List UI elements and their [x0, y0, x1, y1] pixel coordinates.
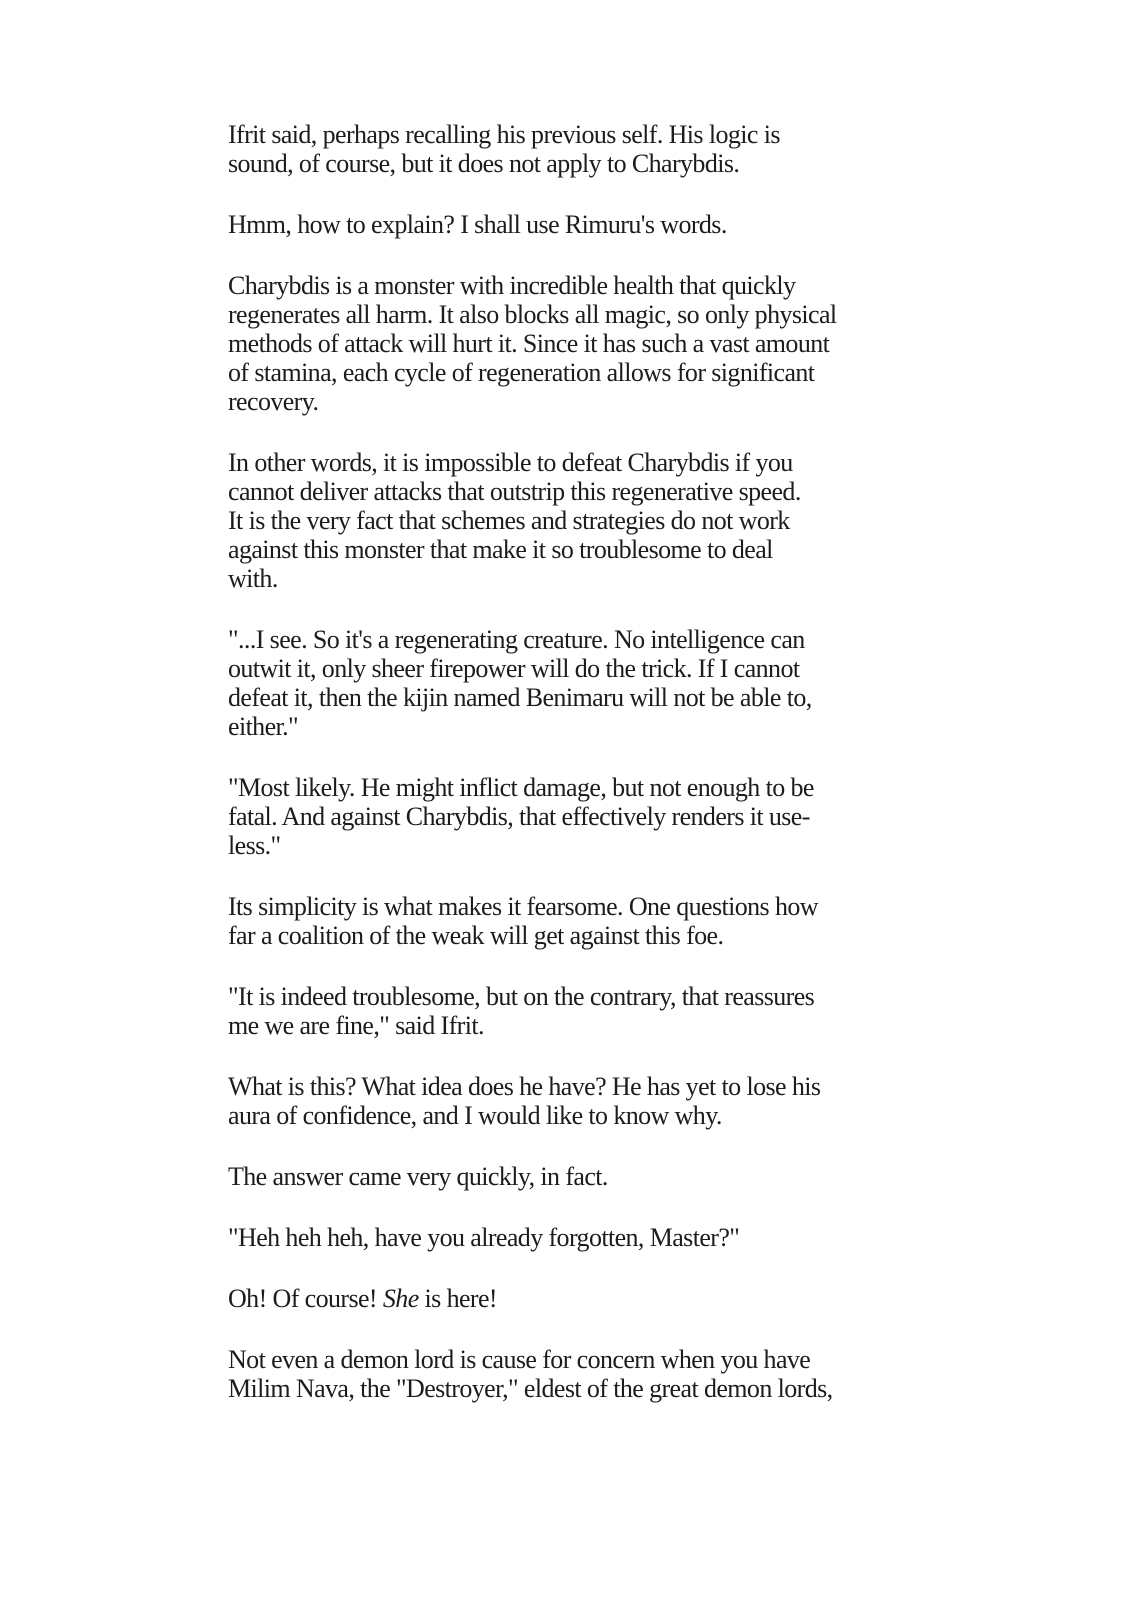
- text-segment: of stamina, each cycle of regeneration allows for significant: [228, 358, 815, 387]
- text-segment: against this monster that make it so troublesome to deal: [228, 535, 773, 564]
- text-line: [228, 1374, 908, 1403]
- text-segment: sound, of course, but it does not apply to Charybdis.: [228, 149, 740, 178]
- text-segment: "Heh heh heh, have you already forgotten, Master?": [228, 1223, 740, 1252]
- text-segment: "Most likely. He might inflict damage, but not enough to be: [228, 773, 814, 802]
- text-segment: outwit it, only sheer firepower will do the trick. If I cannot: [228, 654, 800, 683]
- text-segment: Oh! Of course!: [228, 1284, 383, 1313]
- text-line: [228, 831, 908, 860]
- text-line: [228, 683, 908, 712]
- italic-text-segment: She: [382, 1284, 419, 1313]
- text-segment: fatal. And against Charybdis, that effectively renders it use-: [228, 802, 810, 831]
- paragraph: [228, 625, 908, 741]
- text-segment: far a coalition of the weak will get against this foe.: [228, 921, 724, 950]
- text-line: [228, 982, 908, 1011]
- text-line: [228, 1162, 908, 1191]
- text-segment: It is the very fact that schemes and strategies do not work: [228, 506, 790, 535]
- paragraph: [228, 1345, 908, 1403]
- text-segment: defeat it, then the kijin named Benimaru will not be able to,: [228, 683, 812, 712]
- text-segment: Milim Nava, the "Destroyer," eldest of the great demon lords,: [228, 1374, 833, 1403]
- paragraph: [228, 982, 908, 1040]
- text-line: [228, 329, 908, 358]
- text-line: [228, 921, 908, 950]
- text-line: [228, 564, 908, 593]
- text-line: [228, 300, 908, 329]
- text-segment: either.": [228, 712, 299, 741]
- paragraph: [228, 1223, 908, 1252]
- paragraph: [228, 773, 908, 860]
- paragraph: [228, 1162, 908, 1191]
- page-text: [228, 120, 908, 1403]
- text-segment: "It is indeed troublesome, but on the contrary, that reassures: [228, 982, 815, 1011]
- text-line: [228, 802, 908, 831]
- paragraph: [228, 1284, 908, 1313]
- text-segment: Ifrit said, perhaps recalling his previous self. His logic is: [228, 120, 780, 149]
- text-segment: recovery.: [228, 387, 319, 416]
- text-segment: with.: [228, 564, 278, 593]
- text-line: [228, 271, 908, 300]
- text-segment: Not even a demon lord is cause for concern when you have: [228, 1345, 811, 1374]
- text-line: [228, 1345, 908, 1374]
- text-line: [228, 506, 908, 535]
- paragraph: [228, 1072, 908, 1130]
- text-line: [228, 892, 908, 921]
- text-segment: is here!: [418, 1284, 497, 1313]
- paragraph: [228, 120, 908, 178]
- text-segment: "...I see. So it's a regenerating creature. No intelligence can: [228, 625, 805, 654]
- text-line: [228, 1223, 908, 1252]
- text-line: [228, 773, 908, 802]
- text-segment: me we are fine," said Ifrit.: [228, 1011, 484, 1040]
- text-line: [228, 448, 908, 477]
- text-segment: What is this? What idea does he have? He has yet to lose his: [228, 1072, 821, 1101]
- text-line: [228, 477, 908, 506]
- text-segment: In other words, it is impossible to defeat Charybdis if you: [228, 448, 793, 477]
- text-line: [228, 1072, 908, 1101]
- paragraph: [228, 892, 908, 950]
- text-line: [228, 712, 908, 741]
- text-segment: less.": [228, 831, 281, 860]
- text-line: [228, 1011, 908, 1040]
- text-line: [228, 149, 908, 178]
- text-segment: aura of confidence, and I would like to know why.: [228, 1101, 722, 1130]
- paragraph: [228, 448, 908, 593]
- text-line: [228, 210, 908, 239]
- text-segment: Charybdis is a monster with incredible health that quickly: [228, 271, 796, 300]
- text-line: [228, 535, 908, 564]
- text-line: [228, 1284, 908, 1313]
- text-line: [228, 387, 908, 416]
- text-segment: methods of attack will hurt it. Since it has such a vast amount: [228, 329, 830, 358]
- text-segment: cannot deliver attacks that outstrip this regenerative speed.: [228, 477, 801, 506]
- text-line: [228, 654, 908, 683]
- text-segment: The answer came very quickly, in fact.: [228, 1162, 608, 1191]
- text-line: [228, 120, 908, 149]
- text-segment: Its simplicity is what makes it fearsome. One questions how: [228, 892, 818, 921]
- text-segment: Hmm, how to explain? I shall use Rimuru's words.: [228, 210, 727, 239]
- paragraph: [228, 210, 908, 239]
- text-line: [228, 1101, 908, 1130]
- text-segment: regenerates all harm. It also blocks all magic, so only physical: [228, 300, 837, 329]
- paragraph: [228, 271, 908, 416]
- text-line: [228, 625, 908, 654]
- text-line: [228, 358, 908, 387]
